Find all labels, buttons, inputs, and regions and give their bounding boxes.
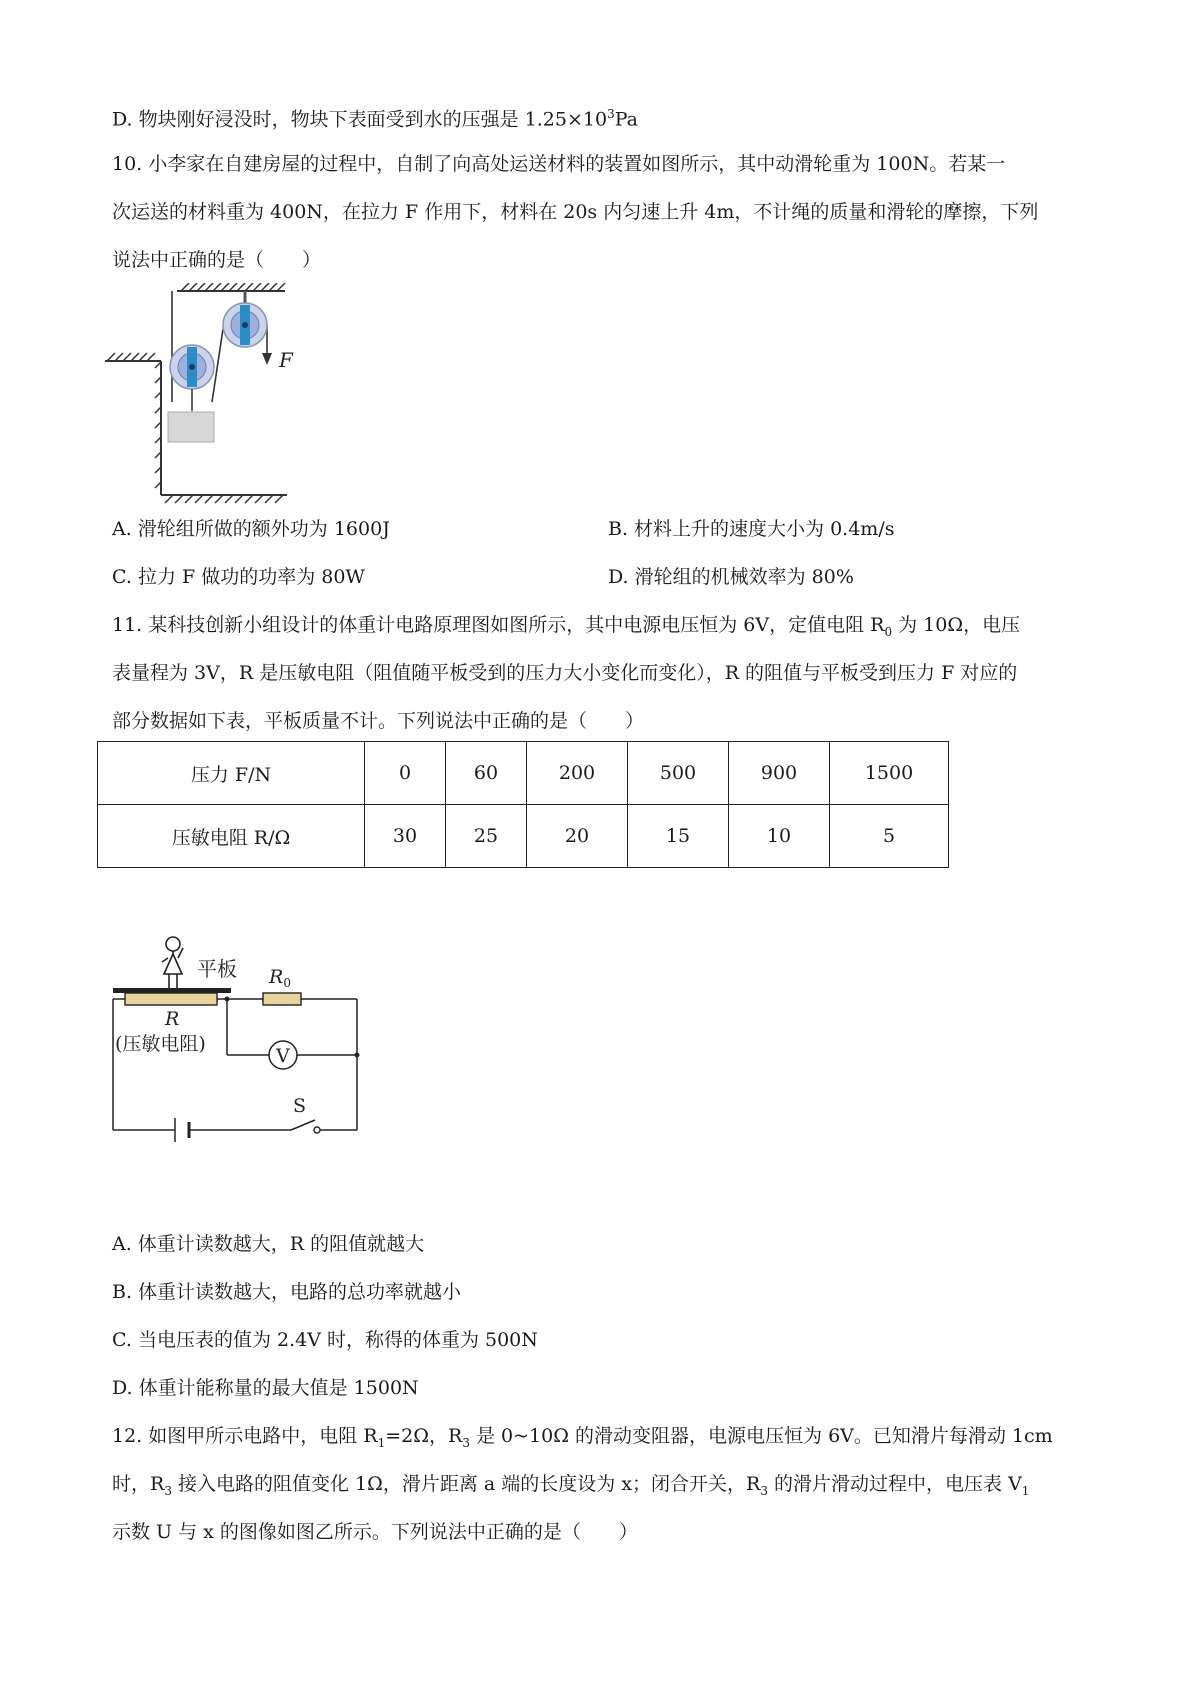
q12-sub-r3: 3 [462, 1435, 470, 1450]
q9-option-d [112, 101, 638, 132]
pulley-figure [105, 283, 295, 505]
q11-stem-line-1-sub: 0 [884, 624, 893, 639]
q10-option-d: D. 滑轮组的机械效率为 80% [608, 566, 854, 588]
q12-l2-text-c: 的滑片滑动过程中，电压表 V [767, 1473, 1022, 1495]
q11-stem-line-3: 部分数据如下表，平板质量不计。下列说法中正确的是（ ） [112, 710, 645, 732]
q11-option-b: B. 体重计读数越大，电路的总功率就越小 [112, 1281, 462, 1303]
table-cell: 0 [365, 742, 446, 805]
q12-stem-line-2 [112, 1471, 1029, 1504]
q9-option-d-exponent: 3 [607, 107, 615, 121]
r0-label [268, 966, 291, 990]
pressure-resistor-desc: (压敏电阻) [115, 1033, 206, 1055]
fixed-resistor-r0 [263, 993, 301, 1005]
q11-stem-line-1-b: 为 10Ω，电压 [892, 614, 1021, 636]
table-cell: 15 [628, 805, 729, 868]
q12-l2-text-b: 接入电路的阻值变化 1Ω，滑片距离 a 端的长度设为 x；闭合开关，R [171, 1473, 761, 1495]
q12-stem-line-3: 示数 U 与 x 的图像如图乙所示。下列说法中正确的是（ ） [112, 1521, 638, 1543]
q10-stem-line-3: 说法中正确的是（ ） [112, 249, 322, 271]
table-cell: 60 [446, 742, 527, 805]
q9-option-d-text: D. 物块刚好浸没时，物块下表面受到水的压强是 1.25×10 [112, 108, 608, 131]
table-row [98, 805, 949, 868]
force-resistance-table [97, 741, 949, 868]
r0-label-sub: 0 [283, 976, 291, 990]
switch-label: S [293, 1095, 307, 1117]
table-cell: 5 [830, 805, 949, 868]
plate-label: 平板 [197, 957, 237, 981]
q11-stem-line-2: 表量程为 3V，R 是压敏电阻（阻值随平板受到的压力大小变化而变化），R 的阻值与平板受到压力 F 对应的 [112, 662, 1018, 684]
q10-stem-line-1: 10. 小李家在自建房屋的过程中，自制了向高处运送材料的装置如图所示，其中动滑轮重为 100N。若某一 [112, 153, 1006, 175]
table-row-label: 压敏电阻 R/Ω [98, 805, 365, 868]
q12-text-a: 12. 如图甲所示电路中，电阻 R [112, 1425, 378, 1447]
material-block [168, 412, 214, 442]
q11-stem-line-1 [112, 612, 1020, 645]
q12-sub-r1: 1 [377, 1435, 386, 1450]
q10-option-b: B. 材料上升的速度大小为 0.4m/s [608, 518, 895, 540]
table-cell: 200 [527, 742, 628, 805]
q11-option-c: C. 当电压表的值为 2.4V 时，称得的体重为 500N [112, 1329, 538, 1351]
table-cell: 900 [729, 742, 830, 805]
q10-stem-line-2: 次运送的材料重为 400N，在拉力 F 作用下，材料在 20s 内匀速上升 4m，不计绳的质量和滑轮的摩擦，下列 [112, 201, 1039, 223]
table-cell: 30 [365, 805, 446, 868]
table-row-label: 压力 F/N [98, 742, 365, 805]
table-cell: 10 [729, 805, 830, 868]
table-row [98, 742, 949, 805]
pressure-resistor-label: R [165, 1008, 180, 1030]
table-cell: 25 [446, 805, 527, 868]
q11-option-a: A. 体重计读数越大，R 的阻值就越大 [112, 1233, 425, 1255]
q12-l2-sub-3: 1 [1021, 1483, 1030, 1498]
q12-l2-sub-2: 3 [760, 1483, 768, 1498]
q12-stem-line-1 [112, 1423, 1053, 1456]
circuit-figure [105, 932, 375, 1154]
r0-label-main: R [269, 966, 284, 988]
switch-icon [291, 1120, 315, 1130]
q10-option-c: C. 拉力 F 做功的功率为 80W [112, 566, 365, 588]
person-icon [162, 937, 183, 988]
pressure-resistor [125, 993, 217, 1005]
q12-text-c: 是 0~10Ω 的滑动变阻器，电源电压恒为 6V。已知滑片每滑动 1cm [469, 1425, 1053, 1447]
q12-text-b: =2Ω，R [385, 1425, 463, 1447]
force-arrow-icon [262, 353, 272, 365]
plate [113, 988, 231, 993]
table-cell: 500 [628, 742, 729, 805]
q12-l2-sub-1: 3 [164, 1483, 172, 1498]
table-cell: 20 [527, 805, 628, 868]
q9-option-d-unit: Pa [614, 108, 638, 131]
force-label: F [279, 348, 293, 372]
table-cell: 1500 [830, 742, 949, 805]
voltmeter-label: V [276, 1045, 290, 1067]
q11-option-d: D. 体重计能称量的最大值是 1500N [112, 1377, 419, 1399]
q12-l2-text-a: 时，R [112, 1473, 165, 1495]
q10-option-a: A. 滑轮组所做的额外功为 1600J [112, 518, 390, 540]
q11-stem-line-1-a: 11. 某科技创新小组设计的体重计电路原理图如图所示，其中电源电压恒为 6V，定值电阻 R [112, 614, 885, 636]
